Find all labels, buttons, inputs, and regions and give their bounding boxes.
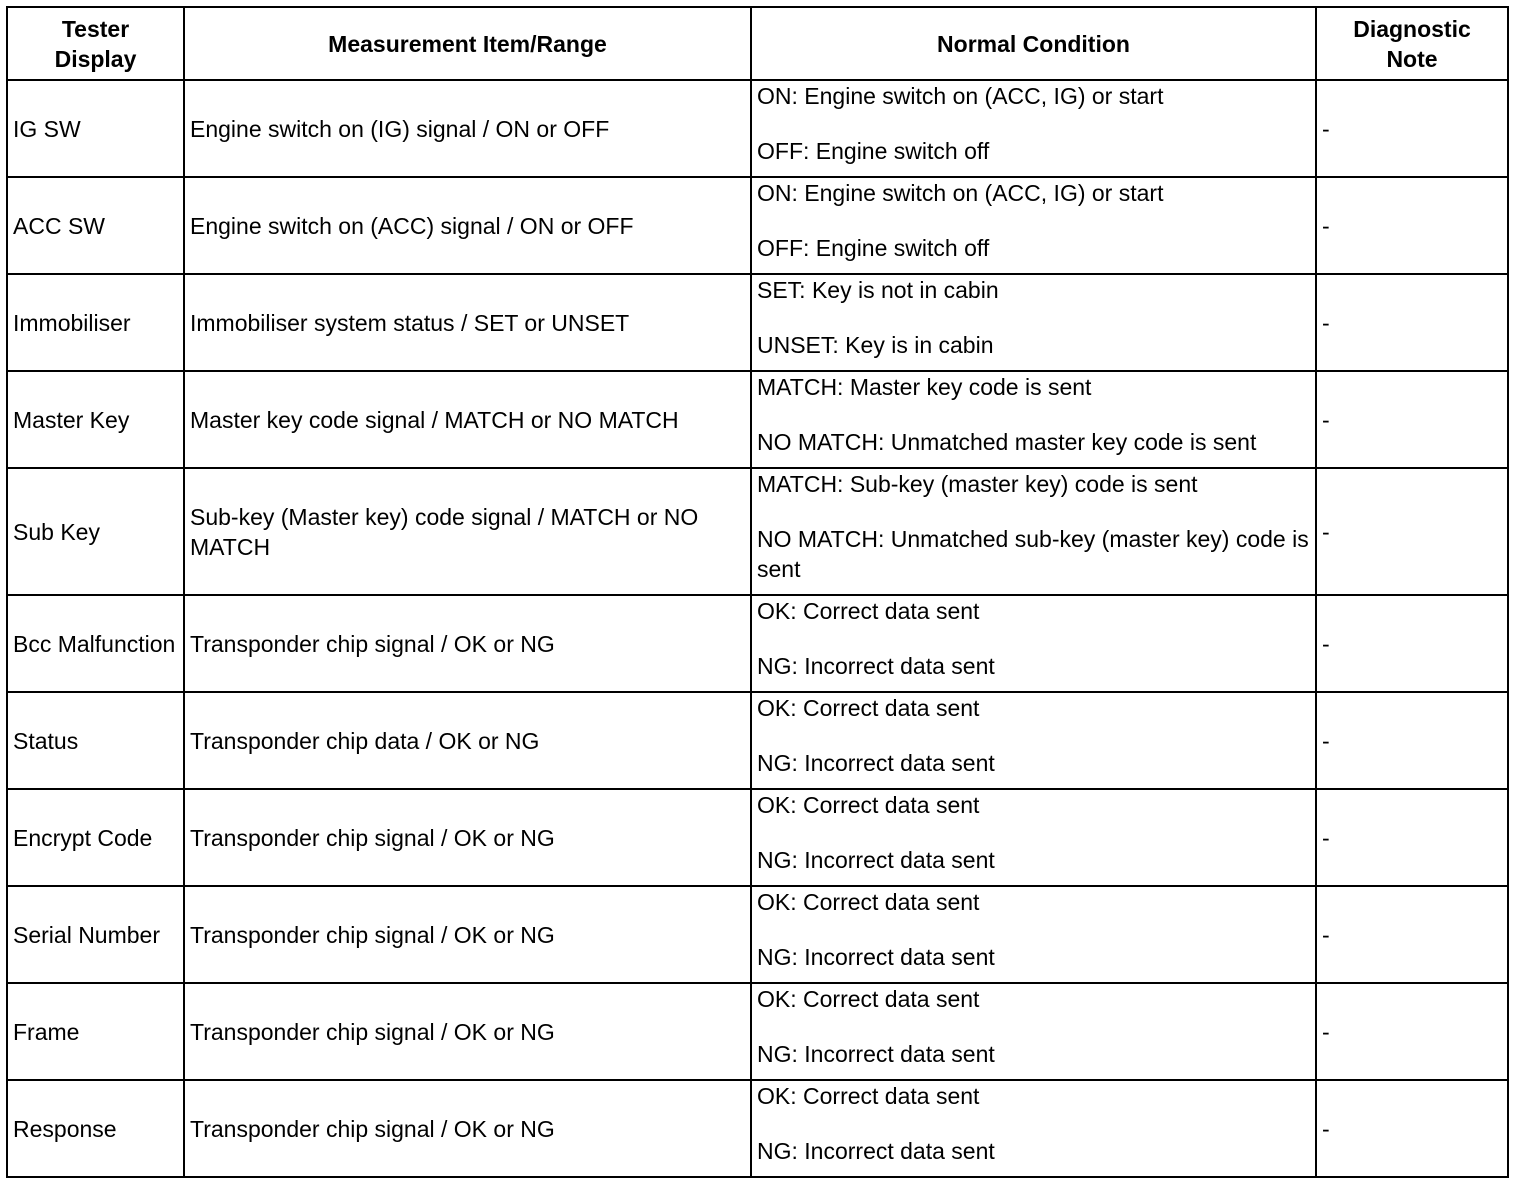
measurement-cell: Master key code signal / MATCH or NO MATCH <box>184 371 751 468</box>
table-row <box>7 692 1508 789</box>
table-row <box>7 80 1508 177</box>
diagnostic-note-cell: - <box>1316 886 1508 983</box>
tester-display-cell: Encrypt Code <box>7 789 184 886</box>
normal-condition-cell <box>751 468 1316 595</box>
diagnostic-note-cell: - <box>1316 80 1508 177</box>
condition-line: MATCH: Sub-key (master key) code is sent <box>757 471 1198 497</box>
condition-line: NG: Incorrect data sent <box>757 944 995 970</box>
condition-line: OK: Correct data sent <box>757 1083 980 1109</box>
tester-display-cell: Sub Key <box>7 468 184 595</box>
condition-line: OK: Correct data sent <box>757 986 980 1012</box>
table-row <box>7 468 1508 595</box>
header-tester-display <box>7 7 184 80</box>
tester-display-cell: Response <box>7 1080 184 1177</box>
measurement-cell: Transponder chip signal / OK or NG <box>184 886 751 983</box>
diagnostic-note-cell: - <box>1316 789 1508 886</box>
measurement-cell: Immobiliser system status / SET or UNSET <box>184 274 751 371</box>
measurement-cell: Transponder chip data / OK or NG <box>184 692 751 789</box>
table-row <box>7 274 1508 371</box>
table-row <box>7 371 1508 468</box>
header-diagnostic-note-line1: Diagnostic <box>1353 15 1471 42</box>
normal-condition-cell <box>751 886 1316 983</box>
diagnostic-note-cell: - <box>1316 983 1508 1080</box>
diagnostic-note-cell: - <box>1316 595 1508 692</box>
condition-line: OK: Correct data sent <box>757 598 980 624</box>
header-diagnostic-note <box>1316 7 1508 80</box>
header-tester-display-line1: Tester <box>61 15 130 42</box>
table-row <box>7 1080 1508 1177</box>
tester-display-cell: Frame <box>7 983 184 1080</box>
condition-line: ON: Engine switch on (ACC, IG) or start <box>757 83 1164 109</box>
table-header <box>7 7 1508 80</box>
condition-line: NG: Incorrect data sent <box>757 653 995 679</box>
condition-line: UNSET: Key is in cabin <box>757 332 994 358</box>
header-tester-display-line2: Display <box>54 45 137 72</box>
table-row <box>7 983 1508 1080</box>
diagnostic-note-cell: - <box>1316 177 1508 274</box>
condition-line: NG: Incorrect data sent <box>757 750 995 776</box>
tester-display-cell: Immobiliser <box>7 274 184 371</box>
tester-display-cell: Status <box>7 692 184 789</box>
condition-line: SET: Key is not in cabin <box>757 277 999 303</box>
normal-condition-cell <box>751 177 1316 274</box>
condition-line: NO MATCH: Unmatched master key code is sent <box>757 429 1257 455</box>
normal-condition-cell <box>751 595 1316 692</box>
table-row <box>7 595 1508 692</box>
measurement-cell: Transponder chip signal / OK or NG <box>184 595 751 692</box>
tester-display-cell: Bcc Malfunction <box>7 595 184 692</box>
condition-line: OFF: Engine switch off <box>757 235 990 261</box>
normal-condition-cell <box>751 1080 1316 1177</box>
diagnostic-note-cell: - <box>1316 468 1508 595</box>
tester-display-cell: Master Key <box>7 371 184 468</box>
measurement-cell: Engine switch on (ACC) signal / ON or OFF <box>184 177 751 274</box>
condition-line: NO MATCH: Unmatched sub-key (master key) code is sent <box>757 526 1309 582</box>
normal-condition-cell <box>751 371 1316 468</box>
measurement-cell: Transponder chip signal / OK or NG <box>184 1080 751 1177</box>
condition-line: NG: Incorrect data sent <box>757 847 995 873</box>
diagnostic-note-cell: - <box>1316 692 1508 789</box>
measurement-cell: Sub-key (Master key) code signal / MATCH or NO MATCH <box>184 468 751 595</box>
condition-line: OFF: Engine switch off <box>757 138 990 164</box>
header-measurement: Measurement Item/Range <box>184 7 751 80</box>
diagnostic-note-cell: - <box>1316 274 1508 371</box>
condition-line: OK: Correct data sent <box>757 695 980 721</box>
normal-condition-cell <box>751 692 1316 789</box>
measurement-cell: Transponder chip signal / OK or NG <box>184 789 751 886</box>
tester-display-cell: IG SW <box>7 80 184 177</box>
normal-condition-cell <box>751 80 1316 177</box>
table-row <box>7 789 1508 886</box>
table-row <box>7 177 1508 274</box>
condition-line: ON: Engine switch on (ACC, IG) or start <box>757 180 1164 206</box>
normal-condition-cell <box>751 983 1316 1080</box>
tester-display-cell: ACC SW <box>7 177 184 274</box>
condition-line: NG: Incorrect data sent <box>757 1138 995 1164</box>
diagnostic-note-cell: - <box>1316 371 1508 468</box>
header-normal-condition: Normal Condition <box>751 7 1316 80</box>
condition-line: MATCH: Master key code is sent <box>757 374 1092 400</box>
tester-display-table <box>6 6 1509 1178</box>
header-row <box>7 7 1508 80</box>
measurement-cell: Engine switch on (IG) signal / ON or OFF <box>184 80 751 177</box>
normal-condition-cell <box>751 274 1316 371</box>
tester-display-cell: Serial Number <box>7 886 184 983</box>
condition-line: OK: Correct data sent <box>757 792 980 818</box>
normal-condition-cell <box>751 789 1316 886</box>
diagnostic-note-cell: - <box>1316 1080 1508 1177</box>
condition-line: NG: Incorrect data sent <box>757 1041 995 1067</box>
table-row <box>7 886 1508 983</box>
header-diagnostic-note-line2: Note <box>1386 45 1438 72</box>
condition-line: OK: Correct data sent <box>757 889 980 915</box>
measurement-cell: Transponder chip signal / OK or NG <box>184 983 751 1080</box>
table-body <box>7 80 1508 1177</box>
